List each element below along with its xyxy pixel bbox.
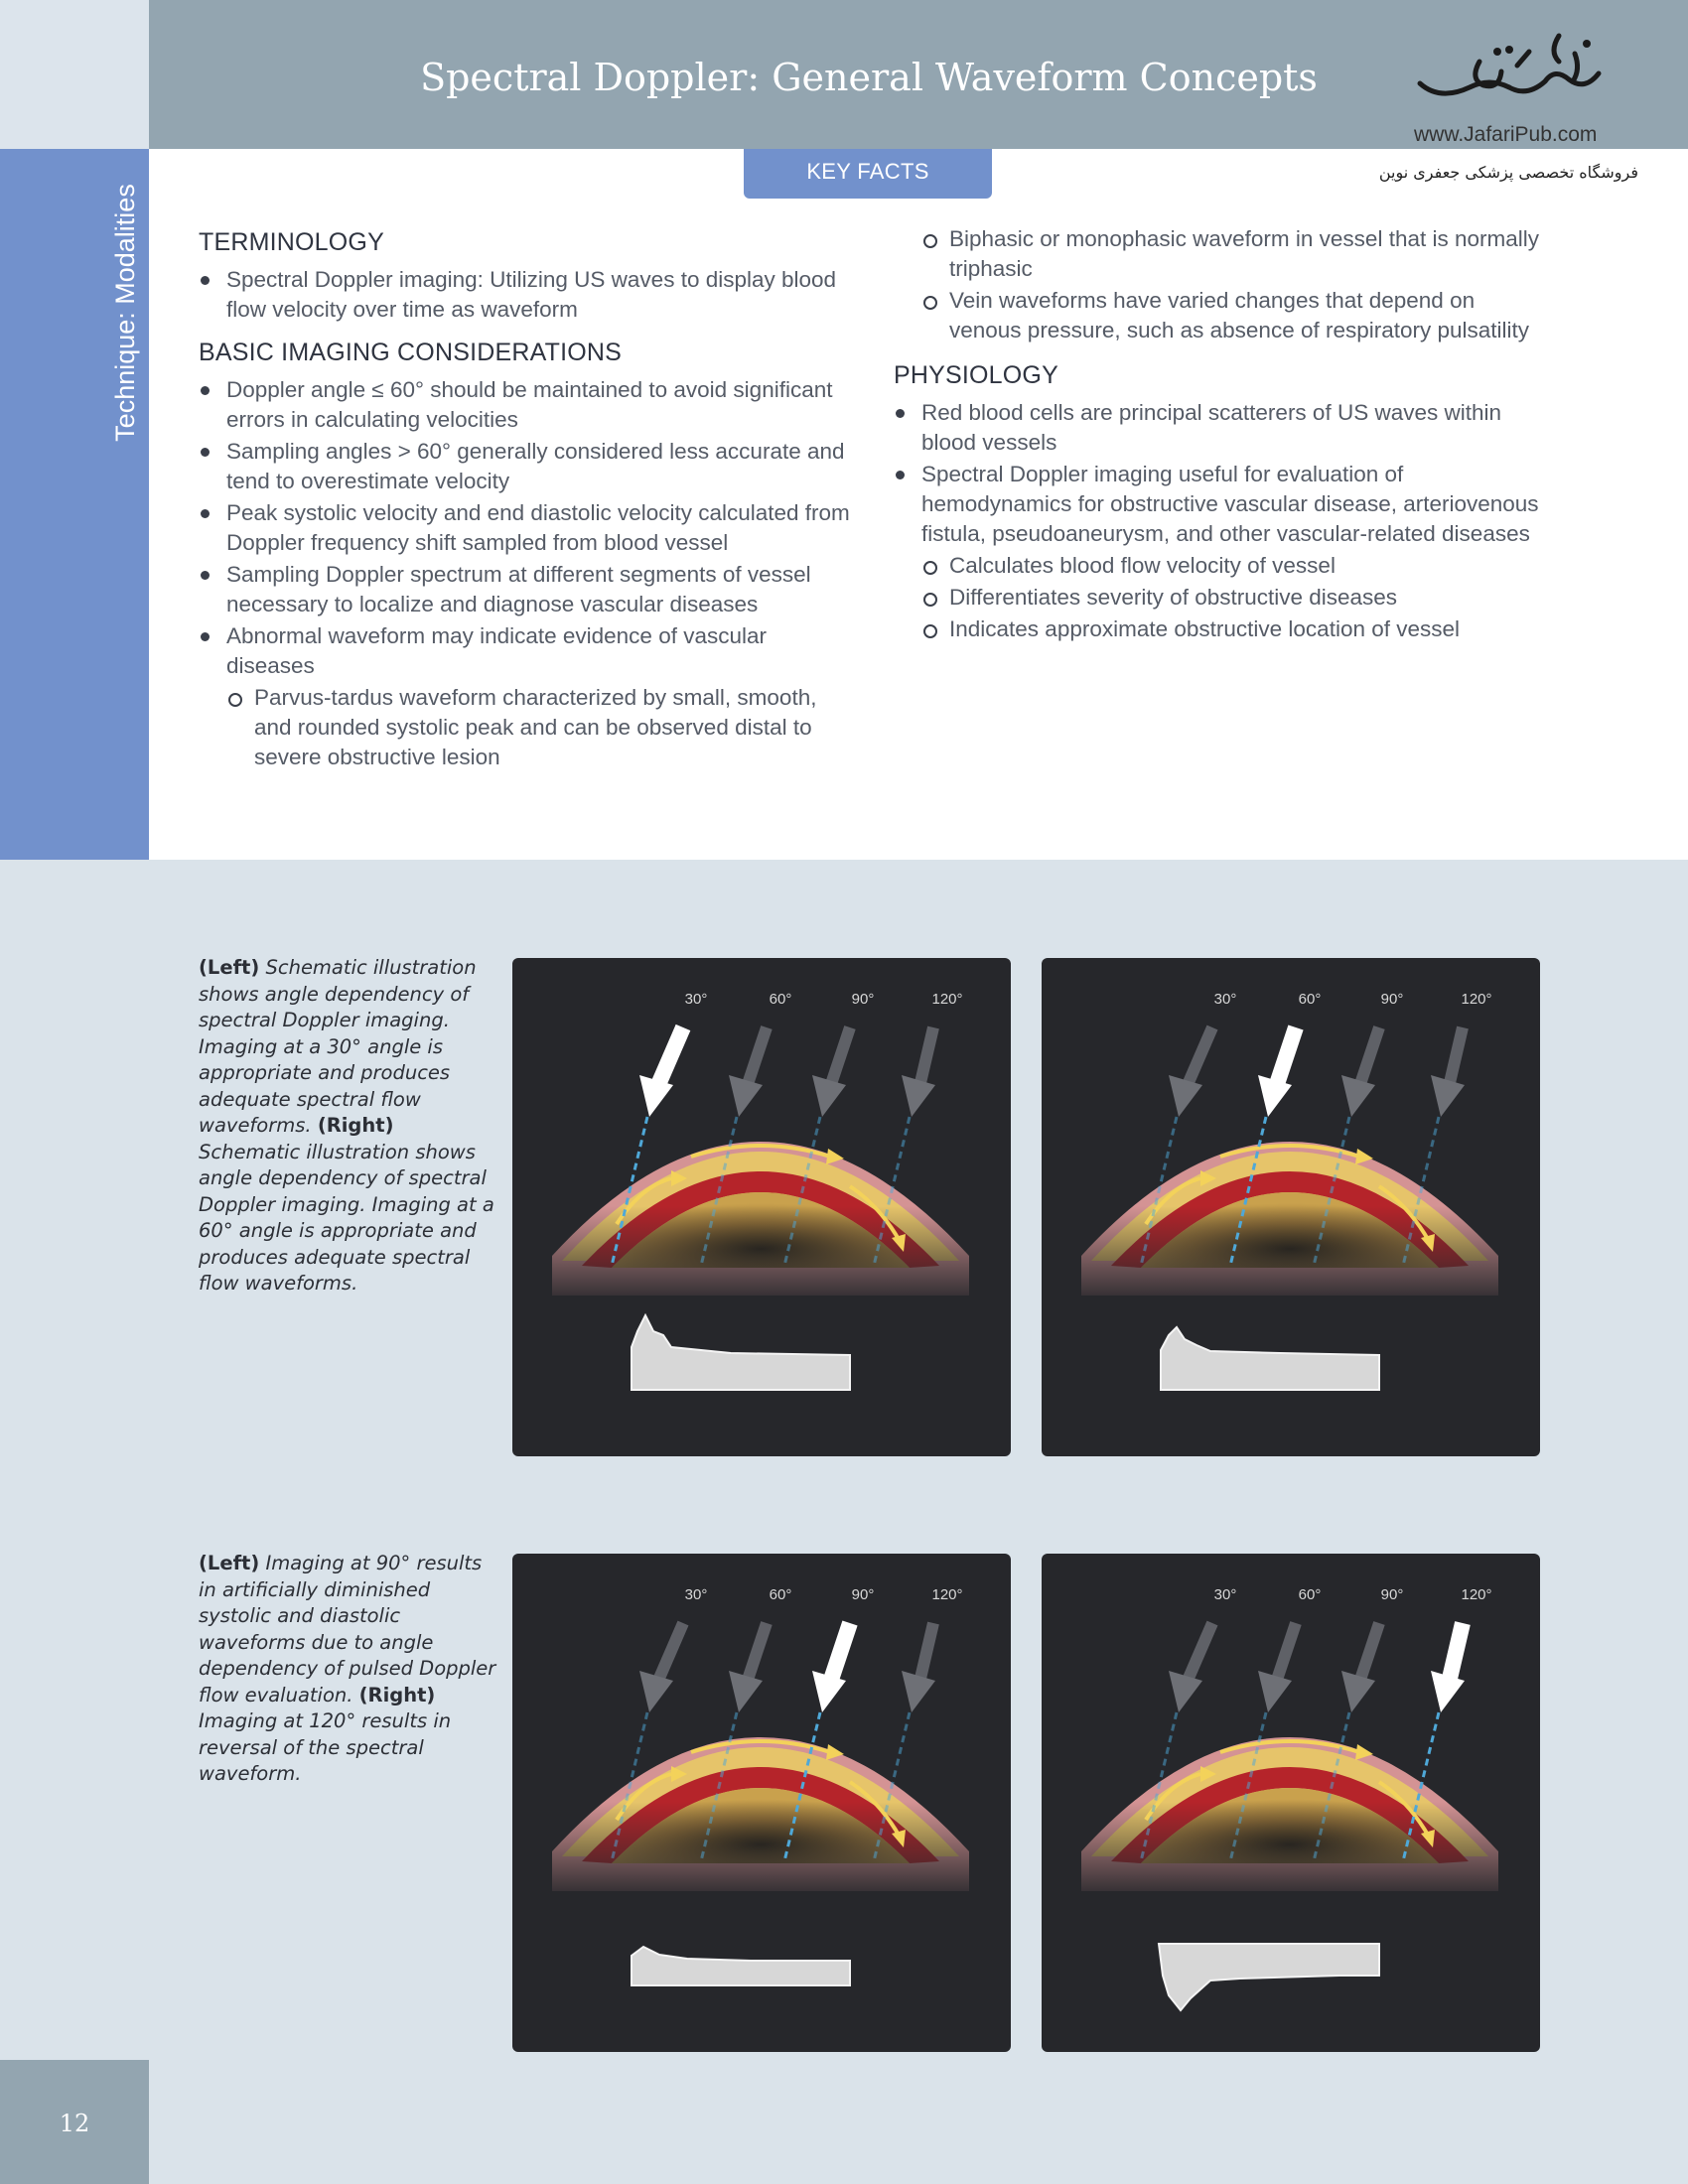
doppler-schematic xyxy=(512,958,1011,1456)
angle-label: 120° xyxy=(1461,991,1492,1008)
probe-arrow xyxy=(1449,1027,1463,1087)
probe-arrow xyxy=(830,1623,850,1683)
list-item: Sampling angles > 60° generally considered less accurate and tend to overestimate velocity xyxy=(199,437,854,496)
probe-arrow xyxy=(1187,1623,1212,1683)
probe-arrowhead xyxy=(729,1671,763,1712)
probe-arrow xyxy=(747,1623,767,1683)
probe-arrowhead xyxy=(902,1671,935,1712)
spectral-waveform xyxy=(632,1947,850,1985)
angle-label: 120° xyxy=(931,1586,963,1603)
angle-label: 30° xyxy=(1213,1586,1237,1603)
probe-arrow xyxy=(1276,1623,1296,1683)
list-item: Doppler angle ≤ 60° should be maintained to avoid significant errors in calculating velocities xyxy=(199,375,854,435)
sub-list-item: Parvus-tardus waveform characterized by small, smooth, and rounded systolic peak and can be observed distal to severe obstructive lesion xyxy=(199,683,854,772)
doppler-schematic xyxy=(512,1554,1011,2052)
angle-label: 60° xyxy=(1298,1586,1322,1603)
angle-label: 90° xyxy=(1380,1586,1404,1603)
caption-right-text: Imaging at 120° results in reversal of the spectral waveform. xyxy=(199,1709,452,1785)
angle-label: 60° xyxy=(769,1586,792,1603)
sub-list-item: Biphasic or monophasic waveform in vessel that is normally triphasic xyxy=(894,224,1549,284)
probe-arrowhead xyxy=(1431,1075,1465,1117)
angle-label: 30° xyxy=(1213,991,1237,1008)
physiology-heading: PHYSIOLOGY xyxy=(894,361,1058,389)
panel-120-degrees xyxy=(1042,1554,1540,2052)
sub-list-item: Differentiates severity of obstructive diseases xyxy=(894,583,1549,613)
probe-arrow xyxy=(919,1027,933,1087)
panel-90-degrees xyxy=(512,1554,1011,2052)
probe-arrow xyxy=(1359,1623,1379,1683)
caption-left-text: Imaging at 90° results in artificially diminished systolic and diastolic waveforms due to angle dependency of pulsed Doppler flow evaluation. xyxy=(199,1552,496,1706)
probe-arrow xyxy=(919,1623,933,1683)
angle-label: 90° xyxy=(851,991,875,1008)
caption-right-text: Schematic illustration shows angle dependency of spectral Doppler imaging. Imaging at a 60° angle is appropriate and produces adequate spectral flow waveforms. xyxy=(199,1140,494,1295)
page-number: 12 xyxy=(59,2110,90,2137)
angle-label: 30° xyxy=(684,1586,708,1603)
probe-arrowhead xyxy=(902,1075,935,1117)
probe-arrowhead xyxy=(1258,1075,1292,1117)
figure-caption-2 xyxy=(199,1551,496,1788)
probe-arrow xyxy=(1449,1623,1463,1683)
angle-label: 30° xyxy=(684,991,708,1008)
figure-caption-1 xyxy=(199,955,496,1297)
doppler-schematic xyxy=(1042,958,1540,1456)
logo-url[interactable]: www.JafariPub.com xyxy=(1414,123,1598,146)
angle-label: 120° xyxy=(931,991,963,1008)
probe-arrow xyxy=(1187,1027,1212,1087)
angle-label: 90° xyxy=(1380,991,1404,1008)
sub-list-item: Calculates blood flow velocity of vessel xyxy=(894,551,1549,581)
panel-60-degrees xyxy=(1042,958,1540,1456)
caption-left-tag: (Left) xyxy=(199,956,260,979)
probe-arrowhead xyxy=(812,1075,846,1117)
publisher-logo xyxy=(1410,22,1609,131)
spectral-waveform xyxy=(632,1315,850,1390)
basic-imaging-heading: BASIC IMAGING CONSIDERATIONS xyxy=(199,339,623,366)
caption-left-tag: (Left) xyxy=(199,1552,260,1574)
section-label: Technique: Modalities xyxy=(110,184,140,442)
angle-label: 60° xyxy=(1298,991,1322,1008)
list-item: Spectral Doppler imaging: Utilizing US waves to display blood flow velocity over time as waveform xyxy=(199,265,854,325)
doppler-schematic xyxy=(1042,1554,1540,2052)
corner-block xyxy=(0,0,149,149)
sub-list-item: Vein waveforms have varied changes that depend on venous pressure, such as absence of respiratory pulsatility xyxy=(894,286,1549,345)
key-facts-tab: KEY FACTS xyxy=(744,149,992,199)
probe-arrowhead xyxy=(1341,1075,1375,1117)
probe-arrowhead xyxy=(1169,1075,1202,1117)
angle-label: 60° xyxy=(769,991,792,1008)
probe-arrow xyxy=(657,1027,683,1087)
terminology-heading: TERMINOLOGY xyxy=(199,228,384,256)
angle-label: 90° xyxy=(851,1586,875,1603)
list-item: Peak systolic velocity and end diastolic velocity calculated from Doppler frequency shift sampled from blood vessel xyxy=(199,498,854,558)
panel-30-degrees xyxy=(512,958,1011,1456)
probe-arrow xyxy=(747,1027,767,1087)
left-column xyxy=(199,224,854,774)
probe-arrowhead xyxy=(1258,1671,1292,1712)
probe-arrow xyxy=(1276,1027,1296,1087)
probe-arrow xyxy=(830,1027,850,1087)
spectral-waveform xyxy=(1159,1944,1379,2010)
probe-arrowhead xyxy=(639,1671,673,1712)
list-item: Sampling Doppler spectrum at different segments of vessel necessary to localize and diagnose vascular diseases xyxy=(199,560,854,619)
probe-arrowhead xyxy=(812,1671,846,1712)
probe-arrowhead xyxy=(1431,1671,1465,1712)
probe-arrowhead xyxy=(1169,1671,1202,1712)
sub-list-item: Indicates approximate obstructive location of vessel xyxy=(894,614,1549,644)
angle-label: 120° xyxy=(1461,1586,1492,1603)
list-item: Spectral Doppler imaging useful for evaluation of hemodynamics for obstructive vascular disease, arteriovenous fistula, pseudoaneurysm, and other vascular-related diseases xyxy=(894,460,1549,549)
store-name: فروشگاه تخصصی پزشکی جعفری نوین xyxy=(1378,163,1638,182)
probe-arrowhead xyxy=(729,1075,763,1117)
probe-arrowhead xyxy=(1341,1671,1375,1712)
list-item: Red blood cells are principal scatterers of US waves within blood vessels xyxy=(894,398,1549,458)
list-item: Abnormal waveform may indicate evidence of vascular diseases xyxy=(199,621,854,681)
caption-left-text: Schematic illustration shows angle dependency of spectral Doppler imaging. Imaging at a 30° angle is appropriate and produces adequate spectral flow waveforms. xyxy=(199,956,477,1137)
probe-arrow xyxy=(1359,1027,1379,1087)
right-column xyxy=(894,224,1549,646)
caption-right-tag: (Right) xyxy=(317,1114,394,1137)
spectral-waveform xyxy=(1161,1327,1379,1390)
caption-right-tag: (Right) xyxy=(358,1683,436,1706)
probe-arrow xyxy=(657,1623,683,1683)
page-title: Spectral Doppler: General Waveform Concepts xyxy=(420,56,1318,99)
